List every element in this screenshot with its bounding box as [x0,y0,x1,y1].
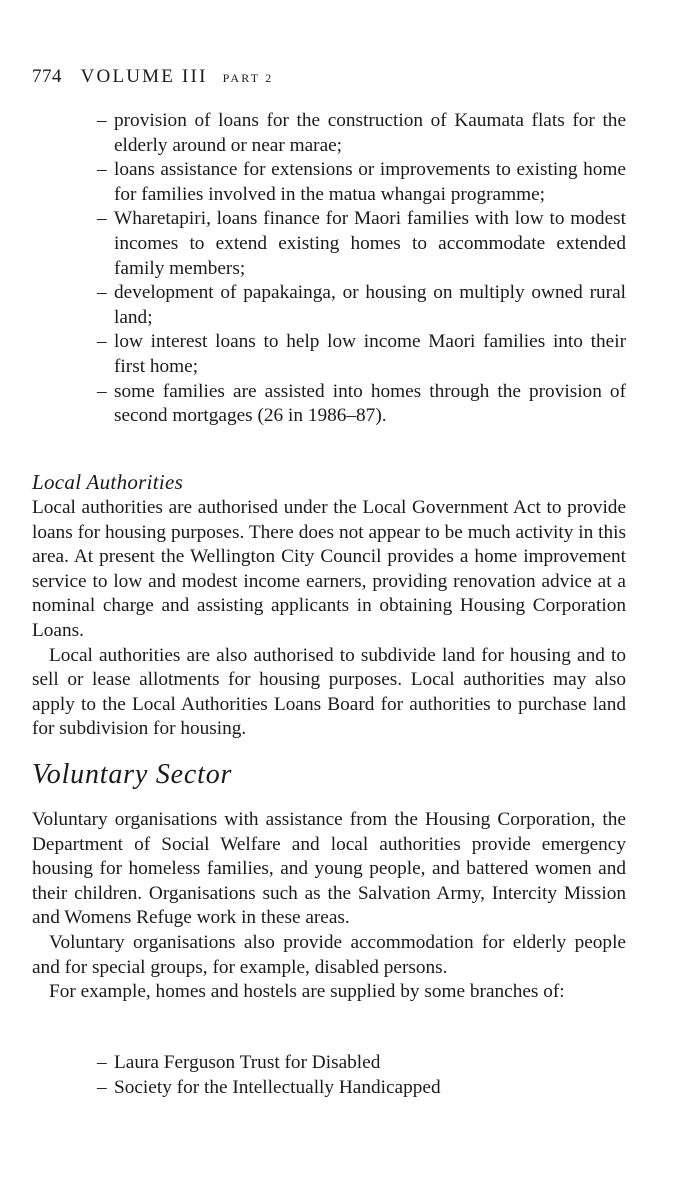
paragraph: Voluntary organisations with assistance from the Housing Corporation, the Department of Social Welfare and local authorities provide emergency housing for homeless families, and young people, and battered women and their children. Organisations such as the Salvation Army, Intercity Mission and Womens Refuge work in these areas. [32,809,626,929]
list-item: – low interest loans to help low income Maori families into their first home; [97,331,626,377]
paragraph: Local authorities are also authorised to subdivide land for housing and to sell or lease allotments for housing purposes. Local authorities may also apply to the Local Authorities Loans Board for authorities to purchase land for subdivision for housing. [32,644,626,740]
list-item: – Laura Ferguson Trust for Disabled [97,1052,381,1073]
list-item: – some families are assisted into homes through the provision of second mortgages (26 in 1986–87). [97,380,626,427]
section-heading-voluntary-sector: Voluntary Sector [32,759,233,790]
paragraph: Voluntary organisations also provide accommodation for elderly people and for special groups, for example, disabled persons. [32,931,626,978]
part-label: PART 2 [222,71,274,85]
list-item: – Wharetapiri, loans finance for Maori families with low to modest incomes to extend existing homes to accommodate extended family members; [97,208,626,279]
voluntary-sector-body [32,808,626,1005]
list-item: – Society for the Intellectually Handicapped [97,1076,441,1098]
local-authorities-body [32,496,626,742]
paragraph: For example, homes and hostels are supplied by some branches of: [49,981,565,1003]
paragraph: Local authorities are authorised under the Local Government Act to provide loans for housing purposes. There does not appear to be much activity in this area. At present the Wellington City Council provides a home improvement service to low and modest income earners, providing renovation advice at a nominal charge and assisting applicants in obtaining Housing Corporation Loans. [32,497,626,641]
list-item: – loans assistance for extensions or improvements to existing home for families involved in the matua whangai programme; [97,159,626,205]
page-number: 774 [32,66,62,87]
voluntary-organisations-list [97,1051,626,1100]
maori-housing-list [97,109,626,429]
volume-label: VOLUME III [80,66,208,87]
list-item: – provision of loans for the construction of Kaumata flats for the elderly around or near marae; [97,110,626,156]
running-header [32,66,273,88]
section-heading-local-authorities: Local Authorities [32,470,184,494]
list-item: – development of papakainga, or housing on multiply owned rural land; [97,282,626,328]
